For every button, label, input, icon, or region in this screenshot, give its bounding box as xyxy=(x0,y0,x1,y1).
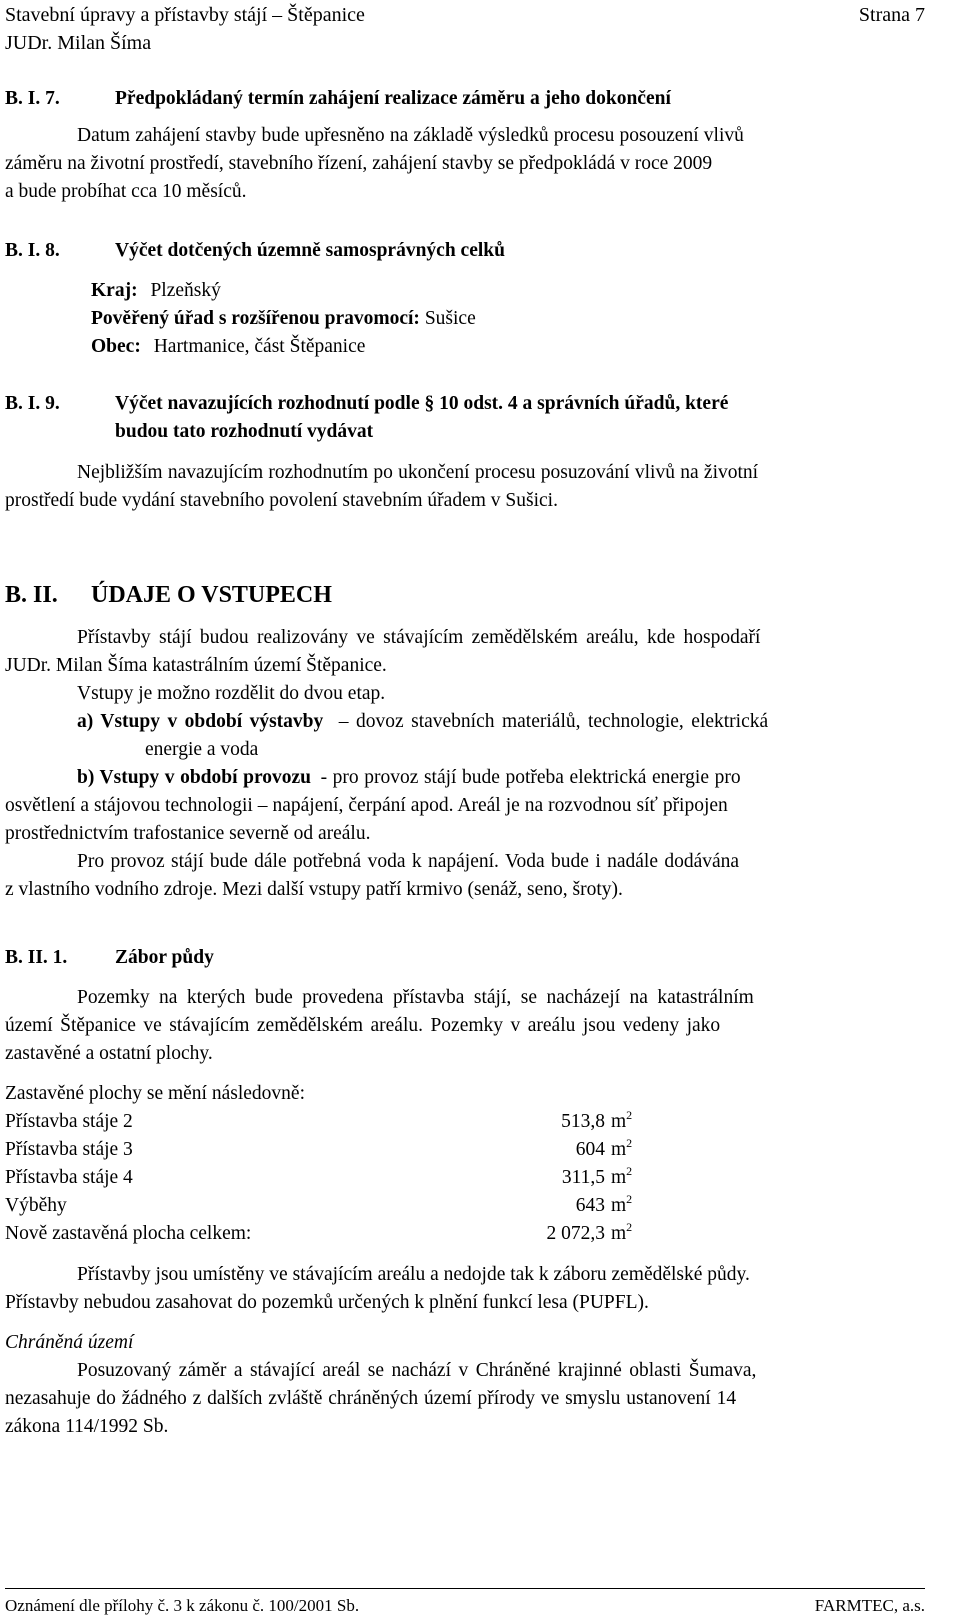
paragraph-line: nezasahuje do žádného z dalších zvláště chráněných území přírody ve smyslu ustanovení 14 xyxy=(5,1388,737,1409)
paragraph-line: osvětlení a stájovou technologii – napájení, čerpání apod. Areál je na rozvodnou síť připojen xyxy=(5,795,728,816)
paragraph-line: území Štěpanice ve stávajícím zemědělském areálu. Pozemky v areálu jsou vedeny jako xyxy=(5,1015,721,1036)
kraj-row xyxy=(91,280,221,302)
header-author: JUDr. Milan Šíma xyxy=(5,32,152,54)
subheading-chranena-uzemi: Chráněná území xyxy=(5,1332,134,1353)
row-label: Přístavba stáje 2 xyxy=(5,1111,133,1132)
row-value: 2 072,3 xyxy=(546,1223,605,1244)
chapter-heading: ÚDAJE O VSTUPECH xyxy=(91,582,332,608)
list-item-b xyxy=(77,767,741,789)
paragraph-line: Datum zahájení stavby bude upřesněno na základě výsledků procesu posouzení vlivů xyxy=(77,125,744,146)
section-heading: Výčet navazujících rozhodnutí podle § 10 odst. 4 a správních úřadů, které xyxy=(115,393,729,414)
paragraph-line: Přístavby jsou umístěny ve stávajícím areálu a nedojde tak k záboru zemědělské půdy. xyxy=(77,1264,750,1285)
paragraph-line: zastavěné a ostatní plochy. xyxy=(5,1043,213,1064)
row-value: 311,5 xyxy=(561,1167,605,1188)
urad-value: Sušice xyxy=(424,308,476,329)
section-number: B. II. 1. xyxy=(5,947,68,968)
row-label: Výběhy xyxy=(5,1195,67,1216)
unit-text: m xyxy=(611,1167,627,1188)
unit-superscript: 2 xyxy=(626,1164,633,1178)
section-heading: Zábor půdy xyxy=(115,947,214,968)
section-number: B. I. 8. xyxy=(5,240,60,261)
urad-row xyxy=(91,308,476,330)
paragraph-line: zákona 114/1992 Sb. xyxy=(5,1416,169,1437)
unit-superscript: 2 xyxy=(626,1192,633,1206)
row-unit xyxy=(611,1164,633,1189)
row-value: 604 xyxy=(575,1139,605,1160)
list-item-b-label: b) Vstupy v období provozu xyxy=(77,767,311,788)
row-label: Přístavba stáje 3 xyxy=(5,1139,133,1160)
row-label: Nově zastavěná plocha celkem: xyxy=(5,1223,252,1244)
unit-superscript: 2 xyxy=(626,1108,633,1122)
unit-text: m xyxy=(611,1139,627,1160)
paragraph-line: a bude probíhat cca 10 měsíců. xyxy=(5,181,247,202)
urad-label: Pověřený úřad s rozšířenou pravomocí: xyxy=(91,308,420,329)
paragraph-line: Posuzovaný záměr a stávající areál se nachází v Chráněné krajinné oblasti Šumava, xyxy=(77,1360,757,1381)
header-title: Stavební úpravy a přístavby stájí – Štěpanice xyxy=(5,4,365,26)
section-heading: Výčet dotčených územně samosprávných celků xyxy=(115,240,505,261)
chapter-number: B. II. xyxy=(5,582,58,608)
section-heading: budou tato rozhodnutí vydávat xyxy=(115,421,374,442)
footer-left: Oznámení dle přílohy č. 3 k zákonu č. 100/2001 Sb. xyxy=(5,1596,360,1615)
list-item-a xyxy=(77,711,768,733)
unit-superscript: 2 xyxy=(626,1136,633,1150)
paragraph-line: Pozemky na kterých bude provedena přístavba stájí, se nacházejí na katastrálním xyxy=(77,987,754,1008)
row-value: 643 xyxy=(575,1195,605,1216)
paragraph-line: Nejbližším navazujícím rozhodnutím po ukončení procesu posuzování vlivů na životní xyxy=(77,462,759,483)
section-heading: Předpokládaný termín zahájení realizace záměru a jeho dokončení xyxy=(115,88,671,109)
section-number: B. I. 7. xyxy=(5,88,60,109)
row-unit xyxy=(611,1136,633,1161)
row-label: Přístavba stáje 4 xyxy=(5,1167,133,1188)
footer-divider xyxy=(5,1588,925,1589)
list-item-a-text: energie a voda xyxy=(145,739,259,760)
obec-label: Obec: xyxy=(91,336,141,357)
row-unit xyxy=(611,1220,633,1245)
unit-text: m xyxy=(611,1195,627,1216)
unit-text: m xyxy=(611,1223,627,1244)
header-page-number: Strana 7 xyxy=(858,4,925,26)
row-unit xyxy=(611,1192,633,1217)
unit-superscript: 2 xyxy=(626,1220,633,1234)
obec-row xyxy=(91,336,365,358)
kraj-label: Kraj: xyxy=(91,280,138,301)
paragraph-line: z vlastního vodního zdroje. Mezi další vstupy patří krmivo (senáž, seno, šroty). xyxy=(5,879,623,900)
table-intro: Zastavěné plochy se mění následovně: xyxy=(5,1083,305,1104)
unit-text: m xyxy=(611,1111,627,1132)
row-value: 513,8 xyxy=(561,1111,605,1132)
list-item-a-text: – dovoz stavebních materiálů, technologie, elektrická xyxy=(338,711,769,732)
footer-right: FARMTEC, a.s. xyxy=(814,1596,925,1615)
paragraph-line: prostřednictvím trafostanice severně od areálu. xyxy=(5,823,371,844)
paragraph-line: Přístavby nebudou zasahovat do pozemků určených k plnění funkcí lesa (PUPFL). xyxy=(5,1292,649,1313)
paragraph-line: Přístavby stájí budou realizovány ve stávajícím zemědělském areálu, kde hospodaří xyxy=(77,627,761,648)
list-item-b-text: - pro provoz stájí bude potřeba elektrická energie pro xyxy=(320,767,741,788)
section-number: B. I. 9. xyxy=(5,393,60,414)
paragraph-line: Pro provoz stájí bude dále potřebná voda k napájení. Voda bude i nadále dodávána xyxy=(77,851,740,872)
list-item-a-label: a) Vstupy v období výstavby xyxy=(77,711,324,732)
paragraph-line: záměru na životní prostředí, stavebního řízení, zahájení stavby se předpokládá v roce 2009 xyxy=(5,153,713,174)
row-unit xyxy=(611,1108,633,1133)
paragraph-line: JUDr. Milan Šíma katastrálním území Štěpanice. xyxy=(5,655,387,676)
obec-value: Hartmanice, část Štěpanice xyxy=(153,336,366,357)
paragraph-line: prostředí bude vydání stavebního povolení stavebním úřadem v Sušici. xyxy=(5,490,558,511)
kraj-value: Plzeňský xyxy=(150,280,221,301)
paragraph-line: Vstupy je možno rozdělit do dvou etap. xyxy=(77,683,386,704)
